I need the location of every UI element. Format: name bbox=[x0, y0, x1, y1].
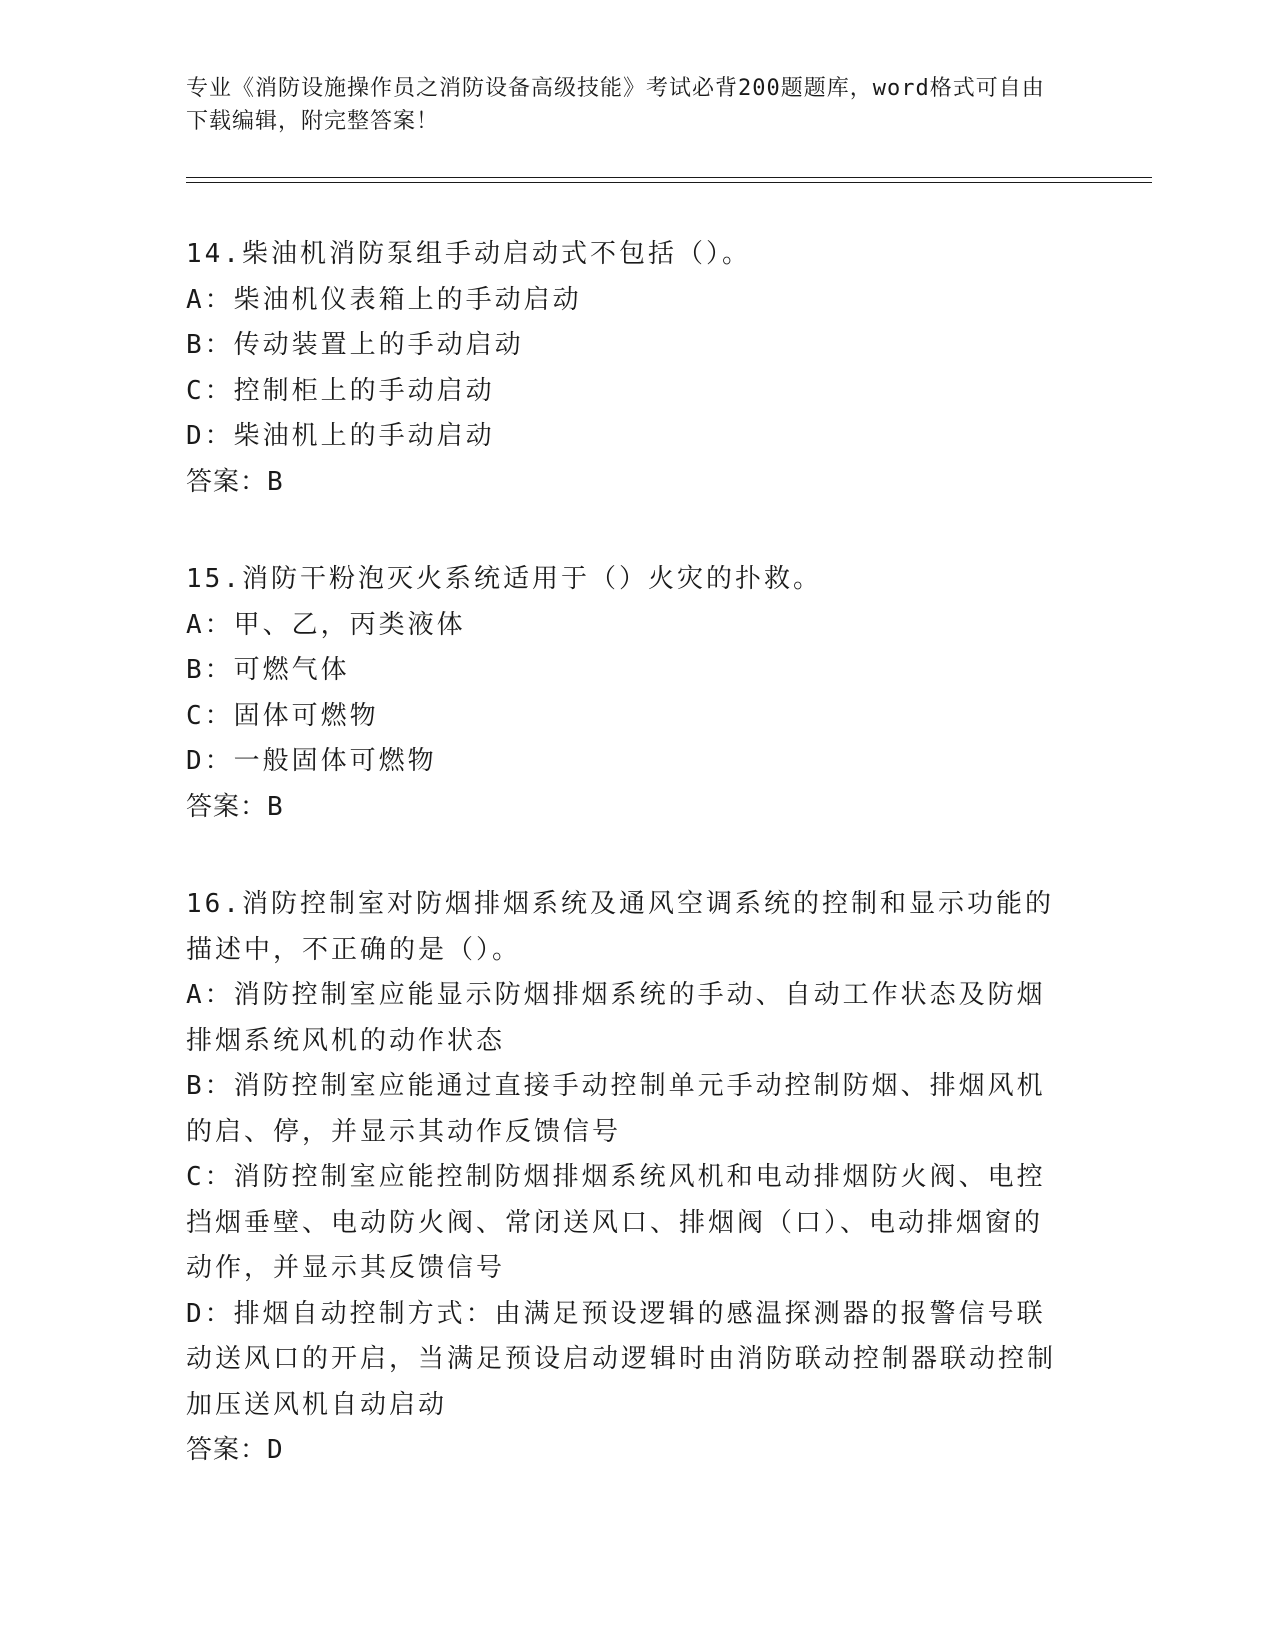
option-c: C：控制柜上的手动启动 bbox=[186, 375, 495, 406]
answer-line bbox=[186, 1428, 1066, 1474]
option-c: C：消防控制室应能控制防烟排烟系统风机和电动排烟防火阀、电控挡烟垂壁、电动防火阀、常闭送风口、排烟阀（口）、电动排烟窗的动作，并显示其反馈信号 bbox=[186, 1162, 1046, 1283]
option-b: B：传动装置上的手动启动 bbox=[186, 330, 524, 360]
option-c: C：固体可燃物 bbox=[186, 700, 379, 731]
option-a: A：甲、乙，丙类液体 bbox=[186, 609, 466, 640]
option-a: A：消防控制室应能显示防烟排烟系统的手动、自动工作状态及防烟排烟系统风机的动作状态 bbox=[186, 980, 1046, 1056]
question-14 bbox=[186, 232, 1066, 505]
answer-line bbox=[186, 460, 1066, 506]
question-15 bbox=[186, 557, 1066, 830]
answer-label: 答案： bbox=[186, 1435, 268, 1465]
option-a: A：柴油机仪表箱上的手动启动 bbox=[186, 284, 582, 315]
header-rule-top bbox=[186, 177, 1152, 178]
answer-label: 答案： bbox=[186, 466, 268, 497]
answer-value: B bbox=[267, 466, 284, 497]
answer-value: B bbox=[267, 791, 284, 822]
question-stem: 14.柴油机消防泵组手动启动式不包括（）。 bbox=[186, 239, 751, 269]
question-16 bbox=[186, 882, 1066, 1474]
answer-label: 答案： bbox=[186, 791, 268, 822]
question-stem: 15.消防干粉泡灭火系统适用于（）火灾的扑救。 bbox=[186, 564, 822, 594]
option-d: D：排烟自动控制方式：由满足预设逻辑的感温探测器的报警信号联动送风口的开启，当满足预设启动逻辑时由消防联动控制器联动控制加压送风机自动启动 bbox=[186, 1298, 1057, 1420]
document-header: 专业《消防设施操作员之消防设备高级技能》考试必背200题题库，word格式可自由下载编辑，附完整答案！ bbox=[186, 76, 1045, 134]
option-d: D：柴油机上的手动启动 bbox=[186, 421, 495, 451]
answer-line bbox=[186, 785, 1066, 831]
option-b: B：可燃气体 bbox=[186, 655, 350, 685]
question-list bbox=[186, 232, 1066, 1526]
option-d: D：一般固体可燃物 bbox=[186, 746, 437, 776]
header-rule-bottom bbox=[186, 182, 1152, 183]
question-stem: 16.消防控制室对防烟排烟系统及通风空调系统的控制和显示功能的描述中，不正确的是（）。 bbox=[186, 889, 1054, 965]
option-b: B：消防控制室应能通过直接手动控制单元手动控制防烟、排烟风机的启、停，并显示其动作反馈信号 bbox=[186, 1071, 1046, 1147]
answer-value: D bbox=[267, 1435, 284, 1465]
